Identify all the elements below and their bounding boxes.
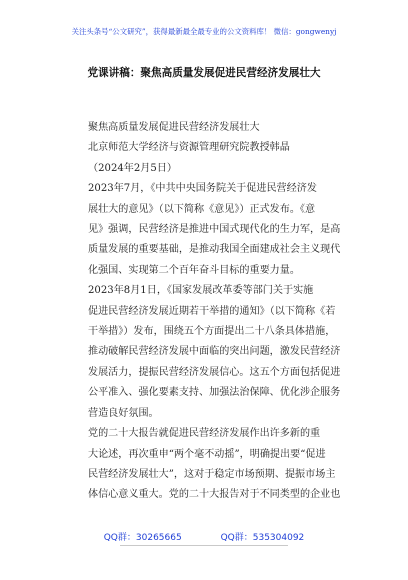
- paragraph-line: 营造良好氛围。: [88, 407, 159, 419]
- promo-banner[interactable]: 关注头条号“公文研究”，获得最新最全最专业的公文资料库！ 微信：gongwenyj: [71, 27, 337, 36]
- footer-links: [0, 530, 408, 543]
- qq-group-link-1[interactable]: QQ群：30265665: [103, 533, 182, 543]
- paragraph-line: 公平准入、强化要素支持、加强法治保障、优化涉企服务: [88, 387, 341, 399]
- paragraph-line: 党的二十大报告就促进民营经济发展作出许多新的重: [88, 428, 321, 440]
- paragraph-line: 发展活力，提振民营经济发展信心。这五个方面包括促进: [88, 366, 341, 378]
- footer-rule: [120, 545, 288, 546]
- document-title: 党课讲稿：聚焦高质量发展促进民营经济发展壮大: [87, 67, 321, 79]
- subtitle: 聚焦高质量发展促进民营经济发展壮大: [88, 122, 260, 133]
- paragraph-line: 2023年7月，《中共中央国务院关于促进民营经济发: [88, 183, 317, 195]
- paragraph-line: 体信心意义重大。党的二十大报告对于不同类型的企业也: [88, 489, 341, 501]
- document-body: [88, 118, 350, 506]
- paragraph-line: 质量发展的重要基础，是推动我国全面建成社会主义现代: [88, 244, 341, 256]
- paragraph-line: 民营经济发展壮大”，这对于稳定市场预期、提振市场主: [88, 468, 336, 480]
- author-line: 北京师范大学经济与资源管理研究院教授韩晶: [88, 142, 290, 154]
- paragraph-line: 展壮大的意见》（以下简称《意见》）正式发布。《意: [88, 203, 316, 215]
- paragraph-line: 化强国、实现第二个百年奋斗目标的重要力量。: [88, 264, 300, 276]
- paragraph-line: 2023年8月1日，《国家发展改革委等部门关于实施: [88, 285, 314, 297]
- date-line: （2024年2月5日）: [88, 162, 178, 174]
- paragraph-line: 干举措》）发布，围绕五个方面提出二十八条具体措施，: [88, 326, 336, 338]
- paragraph-line: 推动破解民营经济发展中面临的突出问题，激发民营经济: [88, 346, 341, 358]
- paragraph-line: 大论述，再次重申“两个毫不动摇”，明确提出要“促进: [88, 448, 326, 460]
- qq-group-link-2[interactable]: QQ群：535304092: [220, 533, 305, 543]
- paragraph-line: 见》强调，民营经济是推进中国式现代化的生力军，是高: [88, 224, 341, 236]
- paragraph-line: 促进民营经济发展近期若干举措的通知》（以下简称《若: [88, 305, 336, 317]
